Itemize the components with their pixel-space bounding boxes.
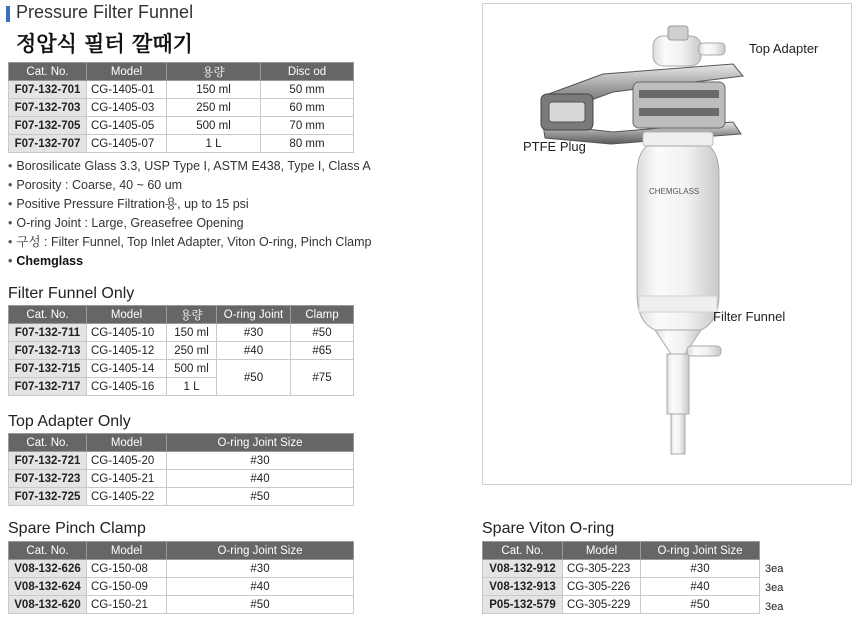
- model: CG-1405-20: [87, 452, 167, 470]
- oring-joint-size: #40: [167, 470, 354, 488]
- table-header-row: [9, 434, 354, 452]
- table-row: [9, 360, 354, 378]
- ptfe-plug: [643, 132, 713, 146]
- table-row: [9, 324, 354, 342]
- col-model: Model: [87, 542, 167, 560]
- col-cat-no: Cat. No.: [9, 434, 87, 452]
- col-oring-joint-size: O-ring Joint Size: [167, 542, 354, 560]
- feature-item: • 구성 : Filter Funnel, Top Inlet Adapter, Viton O-ring, Pinch Clamp: [8, 233, 372, 252]
- model: CG-1405-22: [87, 488, 167, 506]
- filter-funnel-only-table: [8, 305, 354, 396]
- clamp: #65: [291, 342, 354, 360]
- col-model: Model: [87, 434, 167, 452]
- col-oring-joint-size: O-ring Joint Size: [641, 542, 760, 560]
- model: CG-1405-03: [87, 99, 167, 117]
- page-title-en: Pressure Filter Funnel: [16, 2, 194, 22]
- model: CG-1405-21: [87, 470, 167, 488]
- col-cat-no: Cat. No.: [9, 63, 87, 81]
- model: CG-1405-10: [87, 324, 167, 342]
- cat-no: V08-132-626: [9, 560, 87, 578]
- oring-joint: #50: [217, 360, 291, 396]
- cat-no: V08-132-624: [9, 578, 87, 596]
- top-adapter-only-table: [8, 433, 354, 506]
- cat-no: F07-132-703: [9, 99, 87, 117]
- model: CG-1405-01: [87, 81, 167, 99]
- oring-joint: #30: [217, 324, 291, 342]
- model: CG-1405-05: [87, 117, 167, 135]
- table-row: [9, 452, 354, 470]
- oring-joint-size: #30: [641, 560, 760, 578]
- capacity: 500 ml: [167, 360, 217, 378]
- table-row: [483, 596, 760, 614]
- cat-no: F07-132-717: [9, 378, 87, 396]
- feature-item: • Borosilicate Glass 3.3, USP Type I, ASTM E438, Type I, Class A: [8, 157, 372, 176]
- oring-joint-size: #30: [167, 560, 354, 578]
- section-title-top-adapter-only: Top Adapter Only: [8, 413, 131, 430]
- cat-no: F07-132-711: [9, 324, 87, 342]
- page-title-ko: 정압식 필터 깔때기: [16, 32, 193, 56]
- model: CG-150-08: [87, 560, 167, 578]
- capacity: 250 ml: [167, 342, 217, 360]
- table-row: [9, 578, 354, 596]
- model: CG-1405-16: [87, 378, 167, 396]
- brand-print: CHEMGLASS: [649, 187, 700, 196]
- col-cat-no: Cat. No.: [483, 542, 563, 560]
- feature-brand: • Chemglass: [8, 252, 372, 271]
- capacity: 150 ml: [167, 81, 261, 99]
- col-oring-joint-size: O-ring Joint Size: [167, 434, 354, 452]
- cat-no: F07-132-705: [9, 117, 87, 135]
- col-clamp: Clamp: [291, 306, 354, 324]
- model: CG-305-223: [563, 560, 641, 578]
- label-top-adapter: Top Adapter: [749, 41, 819, 56]
- capacity: 1 L: [167, 135, 261, 153]
- pack-qty: 3ea: [765, 601, 784, 613]
- table-row: [483, 578, 760, 596]
- oring-joint-size: #40: [641, 578, 760, 596]
- cat-no: P05-132-579: [483, 596, 563, 614]
- model: CG-305-229: [563, 596, 641, 614]
- oring-joint-size: #40: [167, 578, 354, 596]
- col-cat-no: Cat. No.: [9, 306, 87, 324]
- model: CG-150-09: [87, 578, 167, 596]
- capacity: 150 ml: [167, 324, 217, 342]
- filter-funnel-illustration: [483, 4, 853, 486]
- cat-no: V08-132-912: [483, 560, 563, 578]
- table-row: [9, 117, 354, 135]
- col-model: Model: [87, 63, 167, 81]
- cat-no: F07-132-701: [9, 81, 87, 99]
- oring-joint-size: #50: [167, 488, 354, 506]
- capacity: 500 ml: [167, 117, 261, 135]
- main-spec-table: [8, 62, 354, 153]
- oring-joint-size: #50: [167, 596, 354, 614]
- top-adapter: [653, 26, 725, 66]
- pinch-clamp: [541, 64, 743, 144]
- col-cat-no: Cat. No.: [9, 542, 87, 560]
- feature-item: • Porosity : Coarse, 40 ~ 60 um: [8, 176, 372, 195]
- table-header-row: [9, 542, 354, 560]
- table-row: [483, 560, 760, 578]
- col-capacity: 용량: [167, 306, 217, 324]
- label-ptfe-plug: PTFE Plug: [523, 139, 586, 154]
- cat-no: F07-132-707: [9, 135, 87, 153]
- table-row: [9, 560, 354, 578]
- clamp: #50: [291, 324, 354, 342]
- clamp: #75: [291, 360, 354, 396]
- table-header-row: [9, 63, 354, 81]
- model: CG-150-21: [87, 596, 167, 614]
- section-title-spare-pinch-clamp: Spare Pinch Clamp: [8, 520, 146, 537]
- model: CG-1405-12: [87, 342, 167, 360]
- model: CG-1405-07: [87, 135, 167, 153]
- spare-pinch-clamp-table: [8, 541, 354, 614]
- table-row: [9, 342, 354, 360]
- capacity: 250 ml: [167, 99, 261, 117]
- oring-joint-size: #50: [641, 596, 760, 614]
- cat-no: F07-132-721: [9, 452, 87, 470]
- title-accent-bar: [6, 6, 10, 22]
- table-header-row: [9, 306, 354, 324]
- pack-qty: 3ea: [765, 563, 784, 575]
- table-row: [9, 488, 354, 506]
- pack-qty: 3ea: [765, 582, 784, 594]
- oring-joint: #40: [217, 342, 291, 360]
- table-row: [9, 99, 354, 117]
- cat-no: F07-132-715: [9, 360, 87, 378]
- table-row: [9, 470, 354, 488]
- cat-no: F07-132-713: [9, 342, 87, 360]
- cat-no: V08-132-913: [483, 578, 563, 596]
- table-header-row: [483, 542, 760, 560]
- disc-od: 50 mm: [261, 81, 354, 99]
- disc-od: 70 mm: [261, 117, 354, 135]
- col-oring-joint: O-ring Joint: [217, 306, 291, 324]
- product-photo: [482, 3, 852, 485]
- cat-no: F07-132-723: [9, 470, 87, 488]
- disc-od: 80 mm: [261, 135, 354, 153]
- spare-viton-oring-table: [482, 541, 760, 614]
- section-title-filter-funnel-only: Filter Funnel Only: [8, 285, 135, 302]
- col-model: Model: [563, 542, 641, 560]
- cat-no: V08-132-620: [9, 596, 87, 614]
- label-filter-funnel: Filter Funnel: [713, 309, 786, 324]
- col-capacity: 용량: [167, 63, 261, 81]
- model: CG-1405-14: [87, 360, 167, 378]
- section-title-spare-viton-oring: Spare Viton O-ring: [482, 520, 615, 537]
- model: CG-305-226: [563, 578, 641, 596]
- disc-od: 60 mm: [261, 99, 354, 117]
- table-row: [9, 596, 354, 614]
- table-row: [9, 81, 354, 99]
- oring-joint-size: #30: [167, 452, 354, 470]
- cat-no: F07-132-725: [9, 488, 87, 506]
- col-model: Model: [87, 306, 167, 324]
- table-row: [9, 135, 354, 153]
- feature-list: [8, 157, 372, 271]
- feature-item: • O-ring Joint : Large, Greasefree Opening: [8, 214, 372, 233]
- feature-item: • Positive Pressure Filtration용, up to 15 psi: [8, 195, 372, 214]
- capacity: 1 L: [167, 378, 217, 396]
- col-disc-od: Disc od: [261, 63, 354, 81]
